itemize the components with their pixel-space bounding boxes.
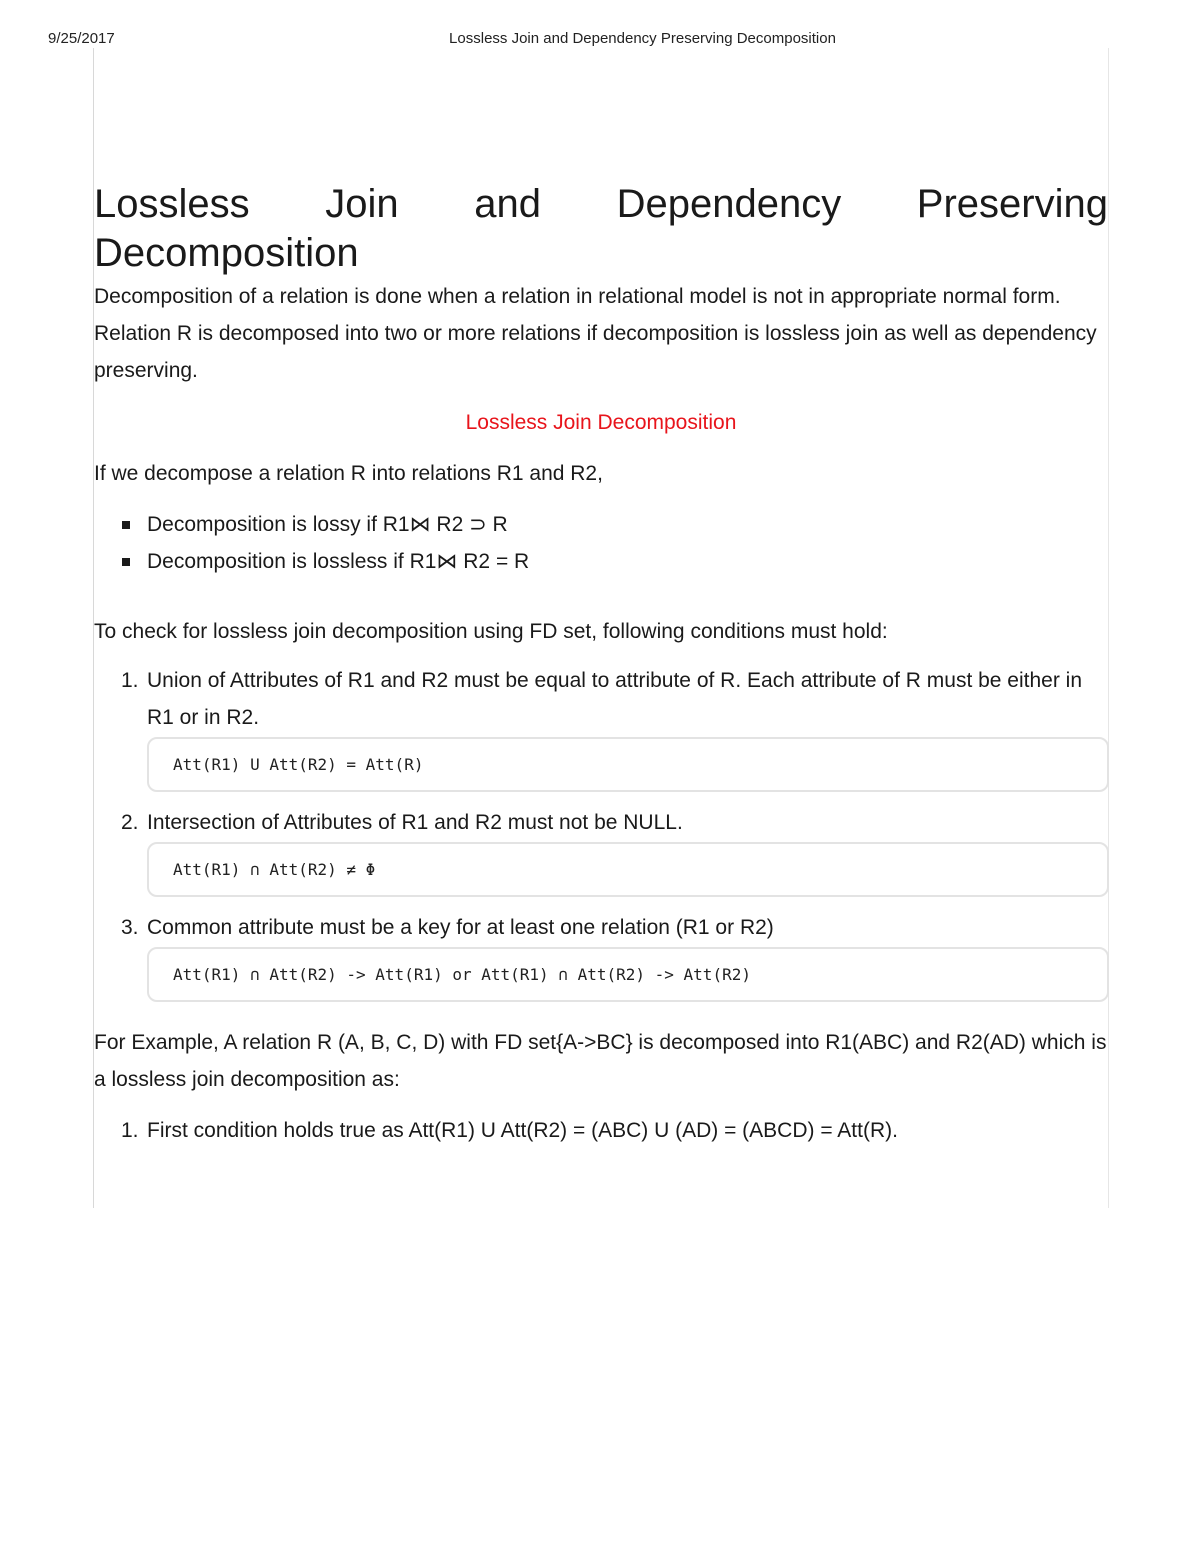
right-border (1108, 48, 1109, 1208)
condition-text: Intersection of Attributes of R1 and R2 must not be NULL. (147, 811, 683, 834)
list-item: Decomposition is lossless if R1⋈ R2 = R (147, 543, 1108, 580)
print-page-title: Lossless Join and Dependency Preserving Decomposition (449, 30, 836, 47)
list-number: 3. (121, 916, 139, 939)
list-number: 2. (121, 811, 139, 834)
example-paragraph: For Example, A relation R (A, B, C, D) with FD set{A->BC} is decomposed into R1(ABC) and R2(AD) which is a lossless join decomposition as: (94, 1031, 1107, 1091)
condition-item (121, 909, 1108, 1002)
list-number: 1. (121, 1119, 139, 1142)
example-list (94, 1112, 1108, 1149)
condition-item (121, 804, 1108, 897)
condition-text: Union of Attributes of R1 and R2 must be equal to attribute of R. Each attribute of R must be either in R1 or in R2. (147, 669, 1083, 729)
print-header (0, 30, 1200, 50)
conditions-list (94, 662, 1108, 1002)
list-number: 1. (121, 669, 139, 692)
section-heading-lossless-join: Lossless Join Decomposition (465, 411, 737, 434)
condition-text: Common attribute must be a key for at least one relation (R1 or R2) (147, 916, 774, 939)
condition-item (121, 662, 1108, 792)
lossy-lossless-list (94, 506, 1108, 580)
code-block: Att(R1) U Att(R2) = Att(R) (147, 737, 1109, 792)
conditions-lead: To check for lossless join decomposition using FD set, following conditions must hold: (94, 620, 888, 643)
article-title: Lossless Join and Dependency Preserving Decomposition (94, 182, 1108, 275)
print-date: 9/25/2017 (48, 30, 115, 47)
example-item (121, 1112, 1108, 1149)
code-block: Att(R1) ∩ Att(R2) -> Att(R1) or Att(R1) ∩ Att(R2) -> Att(R2) (147, 947, 1109, 1002)
decompose-lead: If we decompose a relation R into relations R1 and R2, (94, 462, 603, 485)
list-item: Decomposition is lossy if R1⋈ R2 ⊃ R (147, 506, 1108, 543)
code-block: Att(R1) ∩ Att(R2) ≠ Φ (147, 842, 1109, 897)
example-text: First condition holds true as Att(R1) U Att(R2) = (ABC) U (AD) = (ABCD) = Att(R). (147, 1119, 898, 1142)
intro-paragraph: Decomposition of a relation is done when a relation in relational model is not in appropriate normal form. Relation R is decomposed into two or more relations if decomposition is lossless join as well as dependency preserving. (94, 285, 1097, 382)
article-body (94, 180, 1108, 1149)
